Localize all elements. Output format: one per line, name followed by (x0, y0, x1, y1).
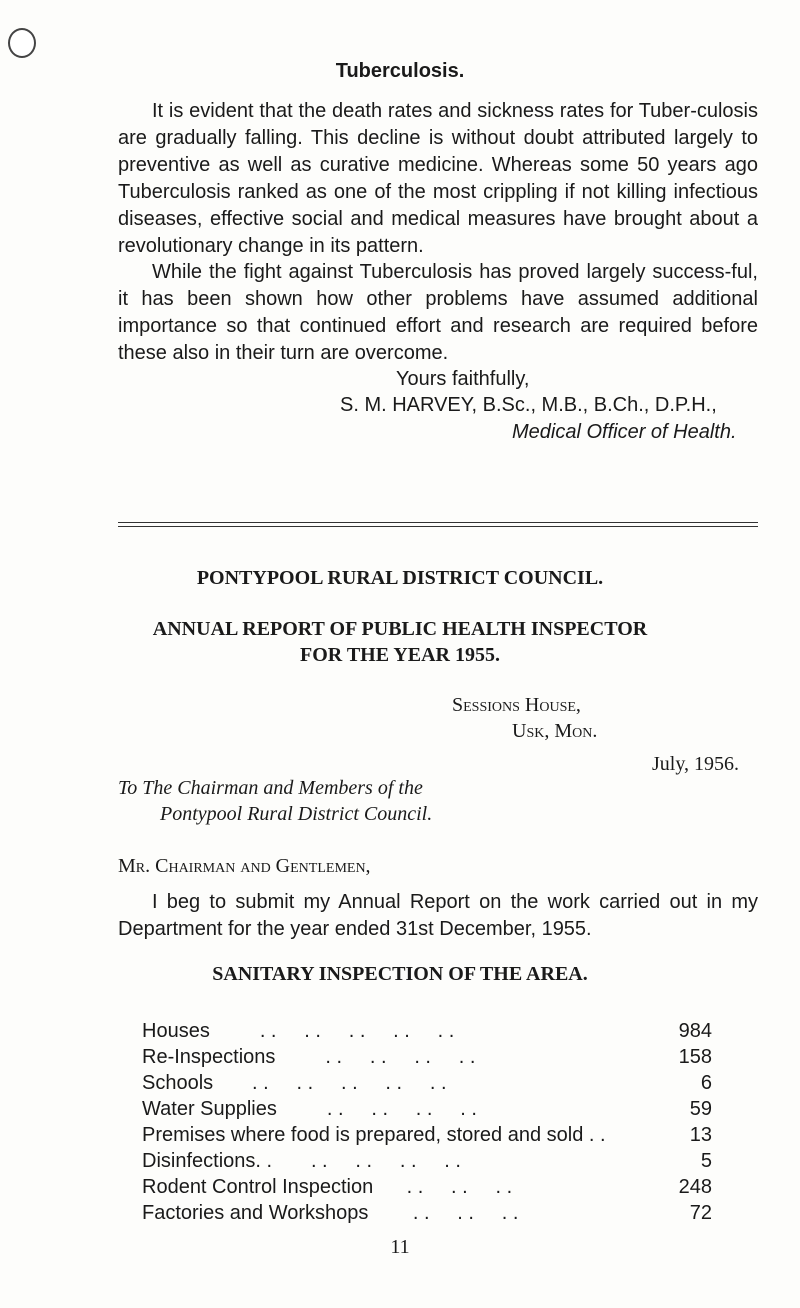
signature-role: Medical Officer of Health. (512, 421, 737, 443)
sanitary-table (142, 1020, 712, 1228)
punch-hole (8, 28, 36, 58)
row-label: Rodent Control Inspection . . . . . . (142, 1176, 513, 1198)
row-value: 5 (700, 1150, 712, 1172)
row-label: Schools . . . . . . . . . . (142, 1072, 447, 1094)
page-title: Tuberculosis. (335, 60, 465, 82)
page-number: 11 (390, 1236, 410, 1258)
signature-name: S. M. HARVEY, B.Sc., M.B., B.Ch., D.P.H., (340, 394, 717, 416)
address-line2: Usk, Mon. (512, 720, 598, 742)
paragraph-2: While the fight against Tuberculosis has proved largely success-ful, it has been shown how other problems have assumed additional importance so that continued effort and research are required before these also in their turn are overcome. (118, 261, 758, 364)
divider-rule (118, 522, 758, 523)
council-heading: PONTYPOOL RURAL DISTRICT COUNCIL. (196, 567, 604, 589)
table-row (142, 1124, 712, 1150)
row-label: Re-Inspections . . . . . . . . (142, 1046, 476, 1068)
table-row (142, 1202, 712, 1228)
report-title-line1: ANNUAL REPORT OF PUBLIC HEALTH INSPECTOR (152, 618, 648, 640)
table-row (142, 1098, 712, 1124)
row-value: 72 (689, 1202, 712, 1224)
signature-closing: Yours faithfully, (396, 368, 530, 390)
address-line1: Sessions House, (452, 694, 581, 716)
row-value: 984 (678, 1020, 712, 1042)
table-row (142, 1150, 712, 1176)
table-row (142, 1176, 712, 1202)
row-value: 248 (678, 1176, 712, 1198)
row-label: Houses . . . . . . . . . . (142, 1020, 455, 1042)
table-row (142, 1020, 712, 1046)
row-value: 59 (689, 1098, 712, 1120)
addressee-line2: Pontypool Rural District Council. (160, 803, 433, 825)
report-date: July, 1956. (652, 753, 740, 775)
row-value: 158 (678, 1046, 712, 1068)
row-value: 13 (689, 1124, 712, 1146)
addressee-line1: To The Chairman and Members of the (118, 777, 423, 799)
row-value: 6 (700, 1072, 712, 1094)
report-title-line2: FOR THE YEAR 1955. (299, 644, 501, 666)
row-label: Water Supplies . . . . . . . . (142, 1098, 477, 1120)
intro-paragraph: I beg to submit my Annual Report on the work carried out in my Department for the year ended 31st December, 1955. (118, 891, 758, 940)
salutation: Mr. Chairman and Gentlemen, (118, 855, 371, 877)
paragraph-1: It is evident that the death rates and sickness rates for Tuber-culosis are gradually falling. This decline is without doubt attributed largely to preventive as well as curative medicine. Whereas some 50 years ago Tuberculosis ranked as one of the most crippling if not killing infectious diseases, effective social and medical measures have brought about a revolutionary change in its pattern. (118, 100, 758, 257)
row-label: Factories and Workshops . . . . . . (142, 1202, 519, 1224)
row-label: Premises where food is prepared, stored and sold . . (142, 1124, 606, 1146)
divider-rule-2 (118, 526, 758, 527)
table-row (142, 1046, 712, 1072)
row-label: Disinfections. . . . . . . . . . (142, 1150, 461, 1172)
sanitary-heading: SANITARY INSPECTION OF THE AREA. (212, 963, 588, 985)
table-row (142, 1072, 712, 1098)
